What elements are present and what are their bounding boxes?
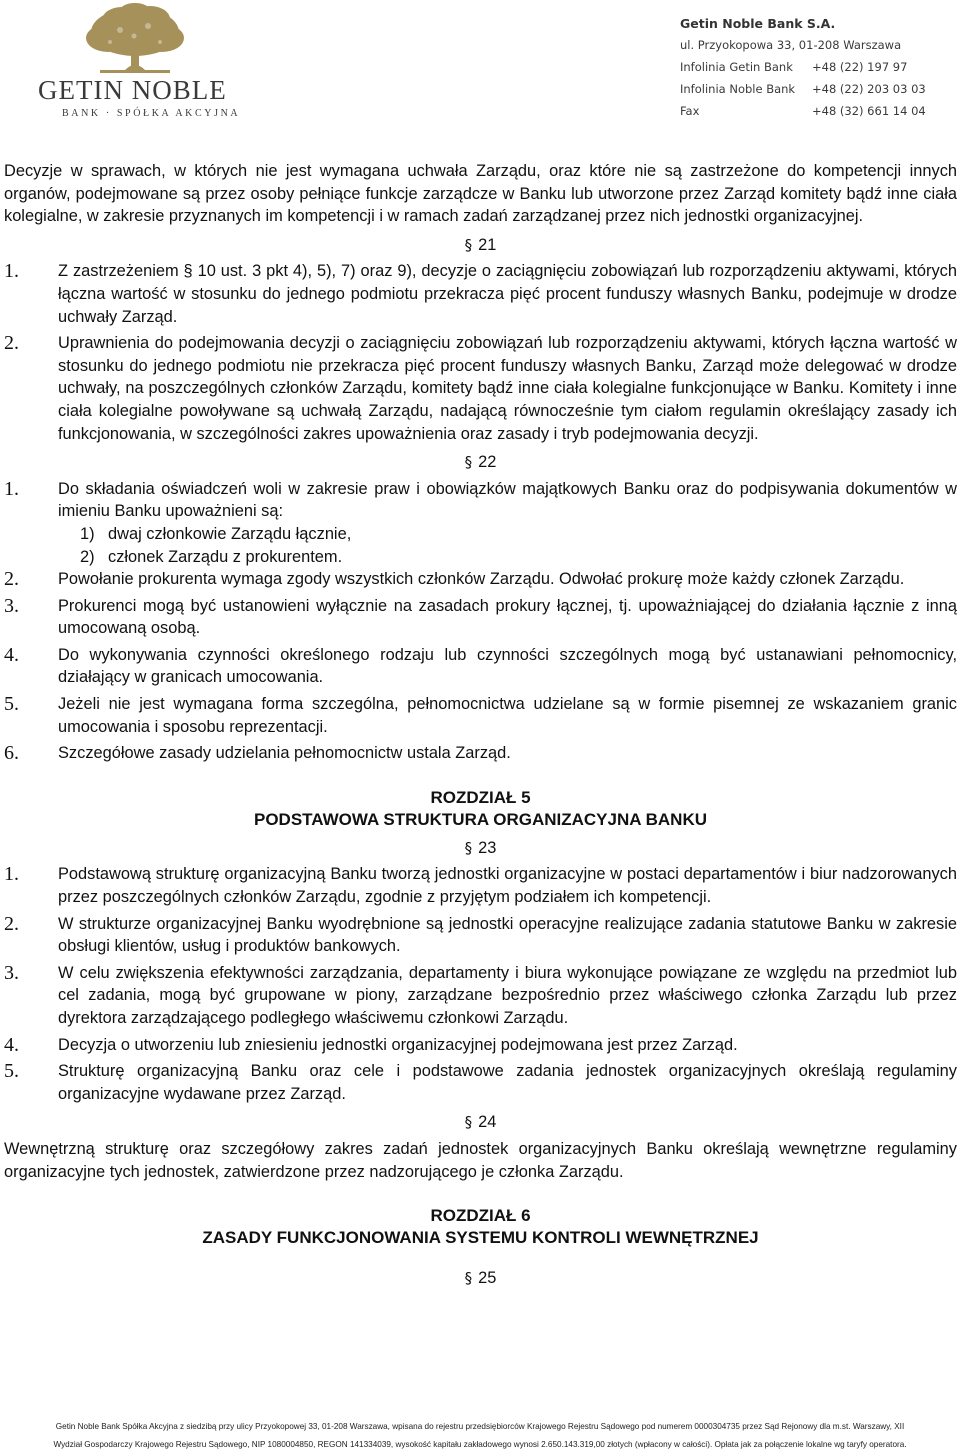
sub-item: [80, 546, 957, 569]
contact-row: [680, 56, 940, 78]
list-item: [4, 644, 957, 689]
contact-value: +48 (22) 197 97: [812, 60, 908, 74]
letterhead: [0, 0, 960, 130]
list-item: [4, 568, 957, 591]
list-item: [4, 913, 957, 958]
list-item: [4, 260, 957, 328]
item-text: Strukturę organizacyjną Banku oraz cele i podstawowe zadania jednostek organizacyjnych określają regulaminy organizacyjne wydawane przez Zarząd.: [58, 1062, 957, 1103]
address-text: ul. Przyokopowa 33, 01-208 Warszawa: [680, 38, 902, 52]
item-text: Decyzja o utworzeniu lub zniesieniu jednostki organizacyjnej podejmowana jest przez Zarząd.: [58, 1035, 738, 1054]
item-text: Podstawową strukturę organizacyjną Banku tworzą jednostki organizacyjne w postaci departamentów i biur nadzorowanych przez poszczególnych członków Zarządu, zgodnie z przyjętym podziałem ich kompetencji.: [58, 865, 957, 907]
section-24-heading: [4, 1111, 957, 1134]
footer-line: Getin Noble Bank Spółka Akcyjna z siedzibą przy ulicy Przyokopowej 33, 01-208 Warszawa, wpisana do rejestru przedsiębiorców Krajowego Rejestru Sądowego pod numerem 0000304735 przez Sąd Rejonowy dla m.st. Warszawy, XII: [55, 1422, 905, 1431]
section-25-heading: [4, 1267, 957, 1290]
chapter-subtitle: ZASADY FUNKCJONOWANIA SYSTEMU KONTROLI WEWNĘTRZNEJ: [202, 1228, 759, 1248]
list-item: [4, 863, 957, 908]
item-text: Z zastrzeżeniem § 10 ust. 3 pkt 4), 5), 7) oraz 9), decyzje o zaciągnięciu zobowiązań lub rozporządzeniu aktywami, których łączna wartość w stosunku do jednego podmiotu przekracza pięć procent funduszy własnych Banku, podejmuje w drodze uchwały Zarząd.: [58, 262, 957, 326]
list-item: [4, 595, 957, 640]
item-text: Do składania oświadczeń woli w zakresie praw i obowiązków majątkowych Banku oraz do podpisywania dokumentów w imieniu Banku upoważnieni są:: [58, 479, 957, 521]
footer-line: Wydział Gospodarczy Krajowego Rejestru Sądowego, NIP 1080004850, REGON 141334039, wysokość kapitału zakładowego wynosi 2.650.143.319,00 złotych (wpłacony w całości). Opłata jak za połączenie lokalne wg taryfy operatora.: [53, 1440, 907, 1449]
list-item: [4, 332, 957, 445]
item-number: 3.: [4, 961, 19, 984]
brand-tagline: BANK · SPÓŁKA AKCYJNA: [62, 108, 241, 119]
list-item: [4, 962, 957, 1030]
item-number: 2.: [4, 568, 19, 591]
section-23-heading: [4, 837, 957, 860]
list-item: [4, 1060, 957, 1105]
section-number: 21: [478, 235, 497, 254]
company-name: Getin Noble Bank S.A.: [680, 16, 836, 31]
chapter-title: ROZDZIAŁ 6: [430, 1206, 531, 1226]
contact-block: [680, 14, 940, 122]
list-item: [4, 478, 957, 523]
contact-row: [680, 100, 940, 122]
item-text: Prokurenci mogą być ustanowieni wyłącznie na zasadach prokury łącznej, tj. upoważniającej do działania łącznie z inną umocowaną osobą.: [58, 596, 957, 638]
brand-name: GETIN NOBLE: [38, 75, 227, 105]
contact-value: +48 (32) 661 14 04: [812, 104, 926, 118]
section-24-paragraph: Wewnętrzną strukturę oraz szczegółowy zakres zadań jednostek organizacyjnych Banku określają wewnętrzne regulaminy organizacyjne tych jednostek, zatwierdzone przez nadzorującego je członka Zarządu.: [4, 1139, 957, 1181]
section-number: 23: [478, 838, 497, 857]
sub-item-number: 1): [80, 524, 95, 543]
item-number: 2.: [4, 332, 19, 355]
item-text: W strukturze organizacyjnej Banku wyodrębnione są jednostki operacyjne realizujące zadania statutowe Banku w zakresie obsługi klientów, usług i produktów bankowych.: [58, 914, 957, 956]
section-symbol: §: [464, 1269, 473, 1288]
list-item: [4, 742, 957, 765]
item-number: 2.: [4, 912, 19, 935]
item-text: W celu zwiększenia efektywności zarządzania, departamenty i biura wykonujące powiązane ze względu na przedmiot lub cel zadania, mogą być grupowane w piony, zarządzane bezpośrednio przez właściwego członka Zarządu lub przez dyrektora zarządzającego podległego właściwemu członkowi Zarządu.: [58, 963, 957, 1027]
list-item: [4, 1034, 957, 1057]
contact-label: Fax: [680, 104, 700, 118]
company-address: [680, 34, 940, 56]
legal-footer: [0, 1418, 960, 1454]
section-22-heading: [4, 451, 957, 474]
item-number: 6.: [4, 742, 19, 765]
item-text: Do wykonywania czynności określonego rodzaju lub czynności szczególnych mogą być ustanawiani pełnomocnicy, działający w granicach umocowania.: [58, 645, 957, 687]
section-symbol: §: [464, 838, 473, 857]
tree-icon: [30, 2, 240, 82]
item-number: 4.: [4, 643, 19, 666]
chapter-subtitle: PODSTAWOWA STRUKTURA ORGANIZACYJNA BANKU: [253, 809, 707, 829]
document-body: [4, 160, 957, 1294]
sub-item-text: członek Zarządu z prokurentem.: [108, 547, 343, 566]
item-number: 5.: [4, 1060, 19, 1083]
item-number: 5.: [4, 693, 19, 716]
item-number: 1.: [4, 863, 19, 886]
item-number: 1.: [4, 477, 19, 500]
contact-label: Infolinia Getin Bank: [680, 60, 793, 74]
section-number: 25: [478, 1269, 497, 1288]
section-number: 24: [478, 1113, 497, 1132]
item-text: Jeżeli nie jest wymagana forma szczególna, pełnomocnictwa udzielane są w formie pisemnej ze wskazaniem granic umocowania i sposobu reprezentacji.: [58, 695, 957, 736]
contact-value: +48 (22) 203 03 03: [812, 82, 926, 96]
item-text: Uprawnienia do podejmowania decyzji o zaciągnięciu zobowiązań lub rozporządzeniu aktywami, których łączna wartość w stosunku do jednego podmiotu nie przekracza pięć procent funduszy własnych Banku, Zarząd może delegować w drodze uchwały, na poszczególnych członków Zarządu, komitety bądź inne ciała kolegialne funkcjonujące w Banku. Komitety i inne ciała kolegialne powoływane są uchwałą Zarządu, nadającą równocześnie tym ciałom regulamin określający zasady ich funkcjonowania, w szczególności zakres upoważnienia oraz zasady i tryb podejmowania decyzji.: [58, 334, 957, 443]
contact-row: [680, 78, 940, 100]
sub-item-number: 2): [80, 547, 95, 566]
contact-label: Infolinia Noble Bank: [680, 82, 796, 96]
section-symbol: §: [464, 235, 473, 254]
item-text: Powołanie prokurenta wymaga zgody wszystkich członków Zarządu. Odwołać prokurę może każdy członek Zarządu.: [58, 570, 905, 589]
sub-item: [80, 523, 957, 546]
section-21-heading: [4, 234, 957, 257]
intro-paragraph: Decyzje w sprawach, w których nie jest wymagana uchwała Zarządu, oraz które nie są zastrzeżone do kompetencji innych organów, podejmowane są przez osoby pełniące funkcje zarządcze w Banku lub utworzone przez Zarząd komitety bądź inne ciała kolegialne, w zakresie przyznanych im kompetencji i w ramach zadań zarządzanej przez nich jednostki organizacyjnej.: [4, 162, 957, 226]
item-number: 3.: [4, 594, 19, 617]
sub-item-text: dwaj członkowie Zarządu łącznie,: [108, 524, 352, 543]
section-number: 22: [478, 453, 497, 472]
chapter-title: ROZDZIAŁ 5: [430, 787, 531, 807]
item-number: 4.: [4, 1033, 19, 1056]
section-symbol: §: [464, 1113, 473, 1132]
list-item: [4, 693, 957, 738]
section-symbol: §: [464, 453, 473, 472]
item-number: 1.: [4, 260, 19, 283]
item-text: Szczegółowe zasady udzielania pełnomocnictw ustala Zarząd.: [58, 744, 511, 763]
